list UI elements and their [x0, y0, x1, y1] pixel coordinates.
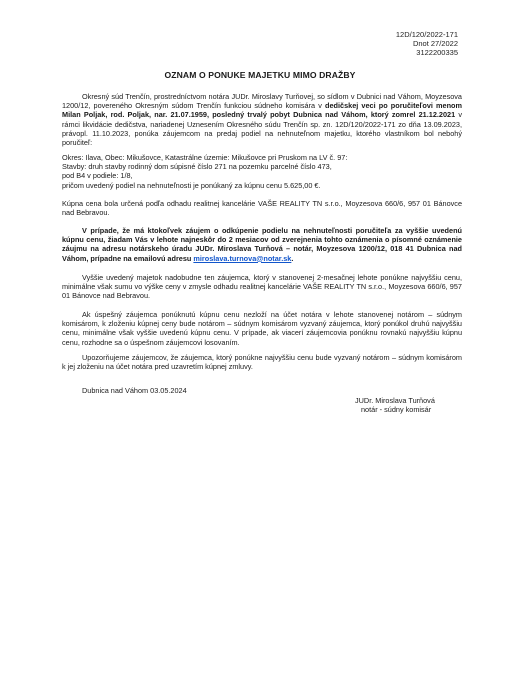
- signatory-name: JUDr. Miroslava Turňová: [355, 396, 435, 405]
- case-references: [396, 30, 458, 57]
- signature-block: [355, 396, 435, 414]
- payment-paragraph: Ak úspešný záujemca ponúknutú kúpnu cenu nezloží na účet notára v lehote stanovenej notárom – súdnym komisárom, k zloženiu kúpnej ceny bude notárom – súdnym komisárom vyzvaný záujemca, ktorý ponúkol druhú najvyššiu cenu, minimálne však vyššie uvedenú kúpnu cenu. V prípade, ak viacerí záujemcovia ponúknu rovnakú najvyššiu kúpnu cenu, rozhodne sa o úspešnom záujemcovi losovaním.: [62, 310, 462, 347]
- notice-text: V prípade, že má ktokoľvek záujem o odkúpenie podielu na nehnuteľnosti poručiteľa za vyššie uvedenú kúpnu cenu, žiadam Vás v lehote najneskôr do 2 mesiacov od zverejnenia tohto oznámenia o písomné oznámenie záujmu na adresu notárskeho úradu JUDr. Miroslava Turňová – notár, Moyzesova 1200/12, 018 41 Dubnica nad Váhom, prípadne na emailovú adresu: [62, 226, 462, 263]
- document-title: OZNAM O PONUKE MAJETKU MIMO DRAŽBY: [164, 70, 356, 80]
- notice-paragraph: [62, 226, 462, 263]
- property-line-4: pričom uvedený podiel na nehnuteľnosti je ponúkaný za kúpnu cenu 5.625,00 €.: [62, 180, 321, 190]
- intro-text-2: v rámci likvidácie dedičstva, nariadenej Uznesením Okresného súdu Trenčín sp. zn. 12D/120/2022-171 zo dňa 13.09.2023, právopl. 11.10.2023, ponúka záujemcom na predaj podiel na nehnuteľnom majetku, ktorého vlastníkom bol nebohý poručiteľ:: [62, 110, 462, 148]
- property-line-1: Okres: Ilava, Obec: Mikušovce, Katastrálne územie: Mikušovce pri Pruskom na LV č. 97:: [62, 153, 348, 162]
- notary-file-number: Dnot 27/2022: [412, 39, 458, 48]
- intro-bold-text: dedičskej veci po poručiteľovi menom Milan Poljak, rod. Poljak, nar. 21.07.1959, posledný trvalý pobyt Dubnica nad Váhom, ktorý zomrel 21.12.2021: [62, 101, 462, 120]
- property-line-2: Stavby: druh stavby rodinný dom súpisné číslo 271 na pozemku parcelné číslo 473,: [62, 162, 332, 172]
- signatory-role: notár - súdny komisár: [361, 405, 432, 415]
- intro-text-1: Okresný súd Trenčín, prostredníctvom notára JUDr. Miroslavy Turňovej, so sídlom v Dubnici nad Váhom, Moyzesova 1200/12, povereného Okresným súdom Trenčín funkciou súdneho komisára v: [62, 92, 462, 111]
- email-link[interactable]: miroslava.turnova@notar.sk: [193, 253, 292, 263]
- place-and-date: Dubnica nad Váhom 03.05.2024: [82, 386, 187, 395]
- notice-end: .: [291, 253, 294, 263]
- warning-paragraph: Upozorňujeme záujemcov, že záujemca, ktorý ponúkne najvyššiu cenu bude vyzvaný notárom – súdnym komisárom k jej zloženiu na účet notára pred uzavretím kúpnej zmluvy.: [62, 353, 462, 372]
- valuation-paragraph: Kúpna cena bola určená podľa odhadu realitnej kancelárie VAŠE REALITY TN s.r.o., Moyzesova 660/6, 957 01 Bánovce nad Bebravou.: [62, 199, 462, 218]
- registry-number: 3122200335: [416, 48, 458, 57]
- intro-paragraph: [62, 92, 462, 147]
- case-number: 12D/120/2022-171: [395, 30, 458, 39]
- highest-offer-paragraph: Vyššie uvedený majetok nadobudne ten záujemca, ktorý v stanovenej 2-mesačnej lehote ponúkne najvyššiu cenu, minimálne však sumu vo výške ceny v zmysle odhadu realitnej kancelárie VAŠE REALITY TN s.r.o., Moyzesova 660/6, 957 01 Bánovce nad Bebravou.: [62, 273, 462, 301]
- property-description: [62, 153, 462, 190]
- property-line-3: pod B4 v podiele: 1/8,: [62, 171, 133, 181]
